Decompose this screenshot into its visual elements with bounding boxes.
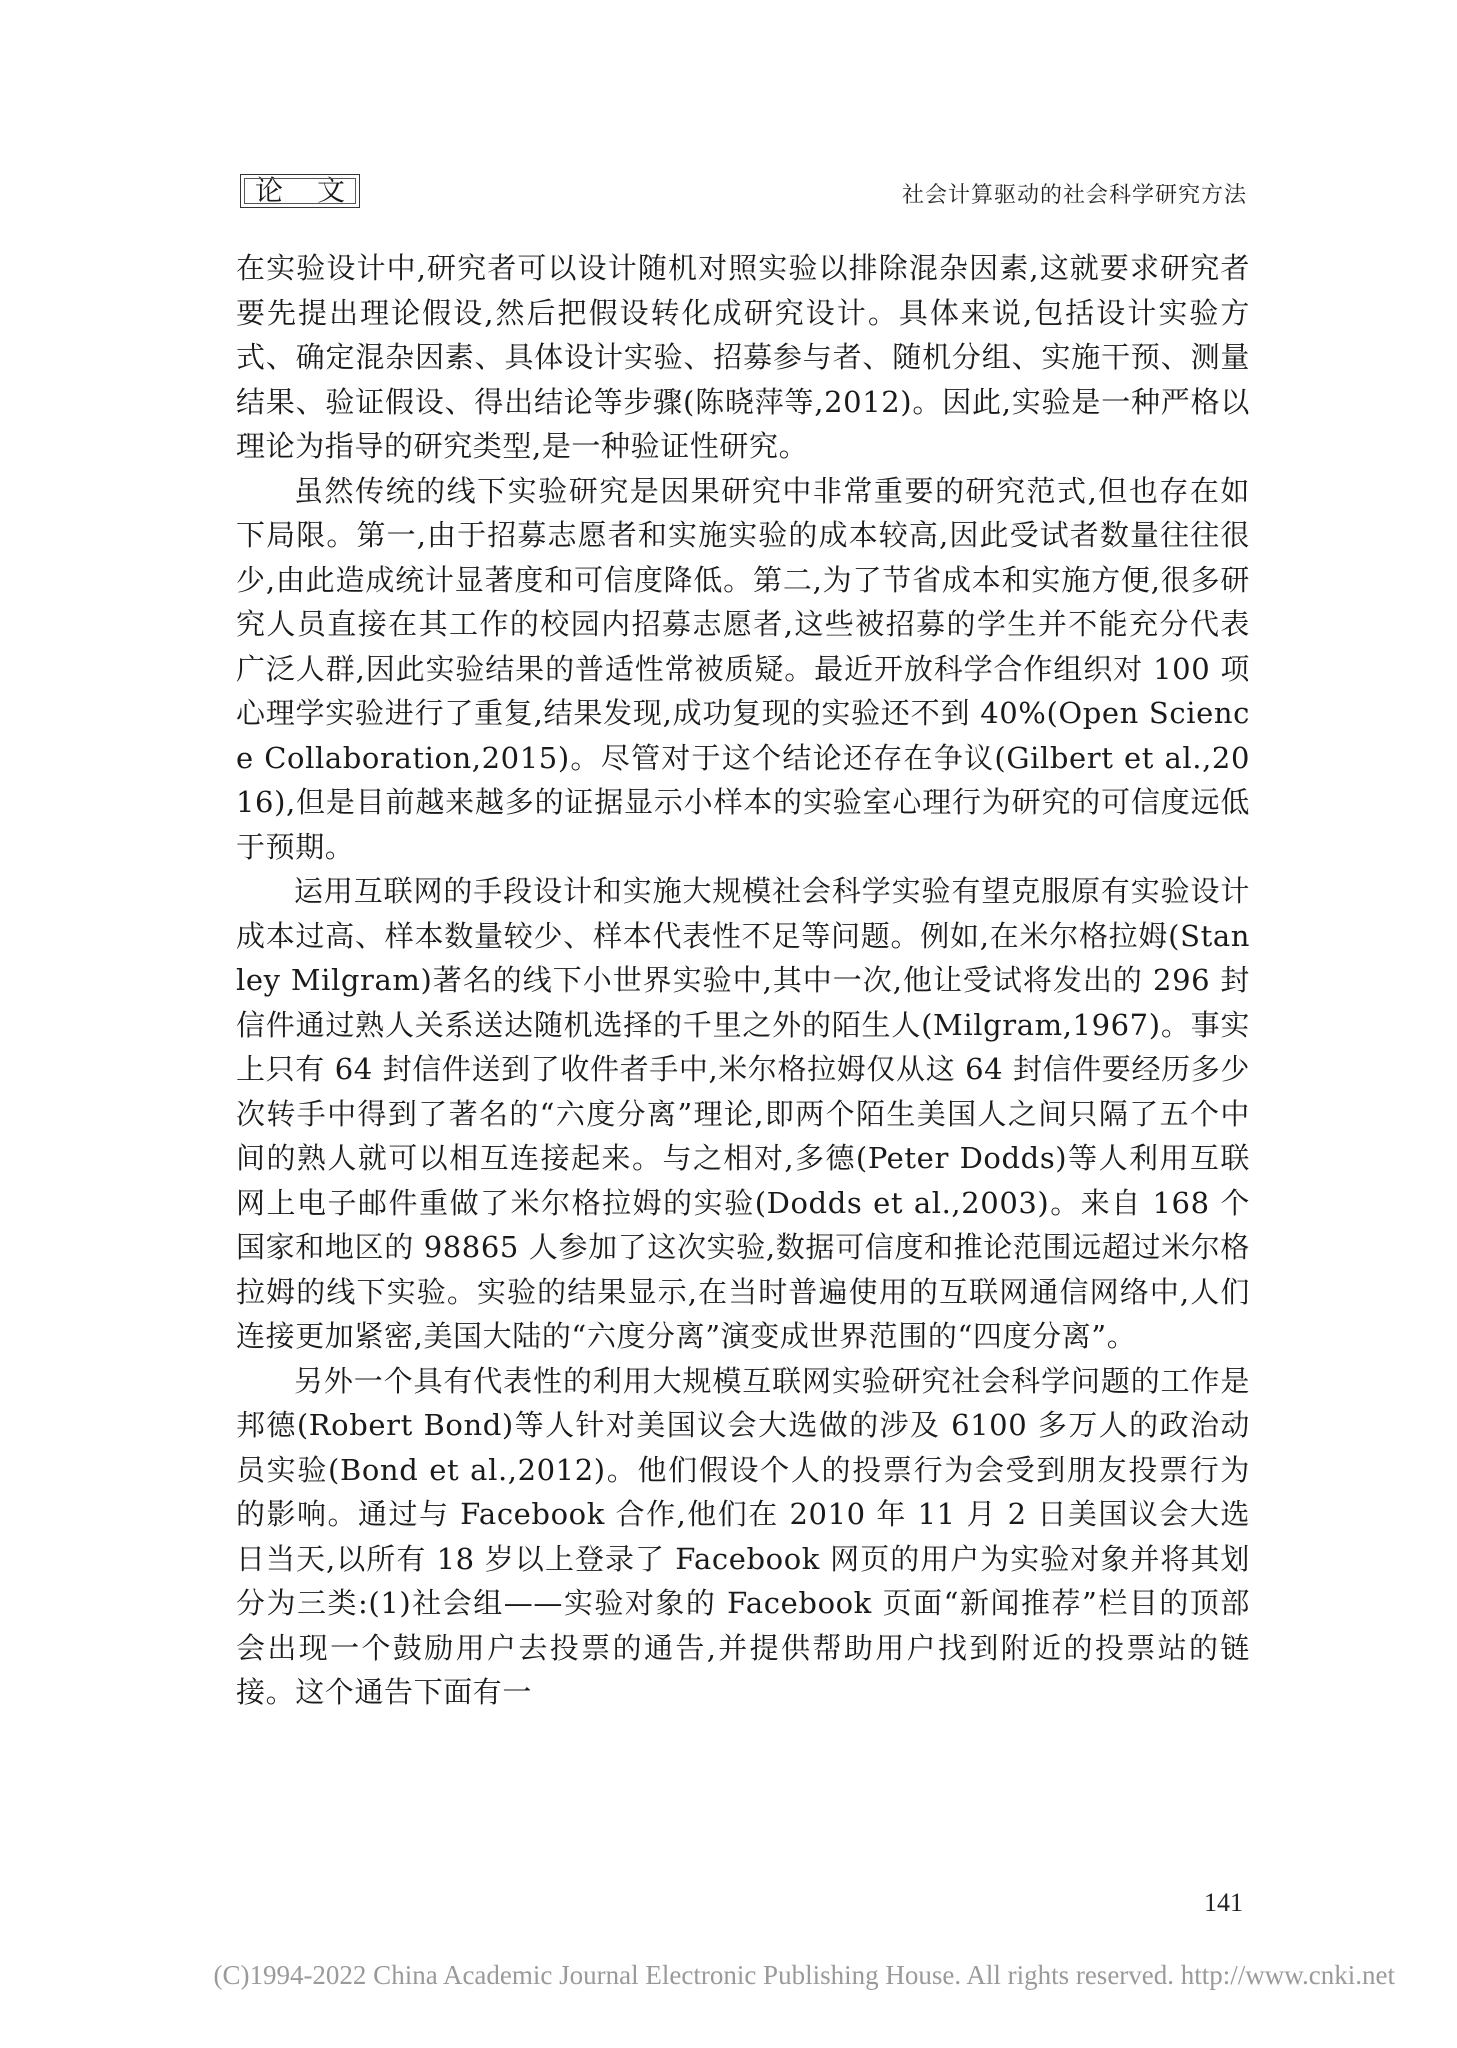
copyright-notice: (C)1994-2022 China Academic Journal Electronic Publishing House. All rights reserved. http://www.cnki.net bbox=[213, 1960, 1395, 1990]
section-label-box bbox=[240, 174, 360, 208]
paragraph-2: 虽然传统的线下实验研究是因果研究中非常重要的研究范式,但也存在如下局限。第一,由于招募志愿者和实施实验的成本较高,因此受试者数量往往很少,由此造成统计显著度和可信度降低。第二,为了节省成本和实施方便,很多研究人员直接在其工作的校园内招募志愿者,这些被招募的学生并不能充分代表广泛人群,因此实验结果的普适性常被质疑。最近开放科学合作组织对 100 项心理学实验进行了重复,结果发现,成功复现的实验还不到 40%(Open Science Collaboration,2015)。尽管对于这个结论还存在争议(Gilbert et al.,2016),但是目前越来越多的证据显示小样本的实验室心理行为研究的可信度远低于预期。 bbox=[236, 473, 1250, 864]
page-number: 141 bbox=[1204, 1888, 1243, 1917]
paragraph-4: 另外一个具有代表性的利用大规模互联网实验研究社会科学问题的工作是邦德(Robert Bond)等人针对美国议会大选做的涉及 6100 多万人的政治动员实验(Bond et al.,2012)。他们假设个人的投票行为会受到朋友投票行为的影响。通过与 Facebook 合作,他们在 2010 年 11 月 2 日美国议会大选日当天,以所有 18 岁以上登录了 Facebook 网页的用户为实验对象并将其划分为三类:(1)社会组——实验对象的 Facebook 页面“新闻推荐”栏目的顶部会出现一个鼓励用户去投票的通告,并提供帮助用户找到附近的投票站的链接。这个通告下面有一 bbox=[236, 1363, 1250, 1709]
section-label-char-2: 文 bbox=[316, 174, 345, 207]
paragraph-3: 运用互联网的手段设计和实施大规模社会科学实验有望克服原有实验设计成本过高、样本数量较少、样本代表性不足等问题。例如,在米尔格拉姆(Stanley Milgram)著名的线下小世界实验中,其中一次,他让受试将发出的 296 封信件通过熟人关系送达随机选择的千里之外的陌生人(Milgram,1967)。事实上只有 64 封信件送到了收件者手中,米尔格拉姆仅从这 64 封信件要经历多少次转手中得到了著名的“六度分离”理论,即两个陌生美国人之间只隔了五个中间的熟人就可以相互连接起来。与之相对,多德(Peter Dodds)等人利用互联网上电子邮件重做了米尔格拉姆的实验(Dodds et al.,2003)。来自 168 个国家和地区的 98865 人参加了这次实验,数据可信度和推论范围远超过米尔格拉姆的线下实验。实验的结果显示,在当时普遍使用的互联网通信网络中,人们连接更加紧密,美国大陆的“六度分离”演变成世界范围的“四度分离”。 bbox=[236, 874, 1250, 1353]
section-label-char-1: 论 bbox=[255, 174, 284, 207]
paragraph-1: 在实验设计中,研究者可以设计随机对照实验以排除混杂因素,这就要求研究者要先提出理论假设,然后把假设转化成研究设计。具体来说,包括设计实验方式、确定混杂因素、具体设计实验、招募参与者、随机分组、实施干预、测量结果、验证假设、得出结论等步骤(陈晓萍等,2012)。因此,实验是一种严格以理论为指导的研究类型,是一种验证性研究。 bbox=[236, 251, 1250, 463]
article-body bbox=[236, 246, 1250, 1715]
running-title: 社会计算驱动的社会科学研究方法 bbox=[901, 183, 1247, 208]
